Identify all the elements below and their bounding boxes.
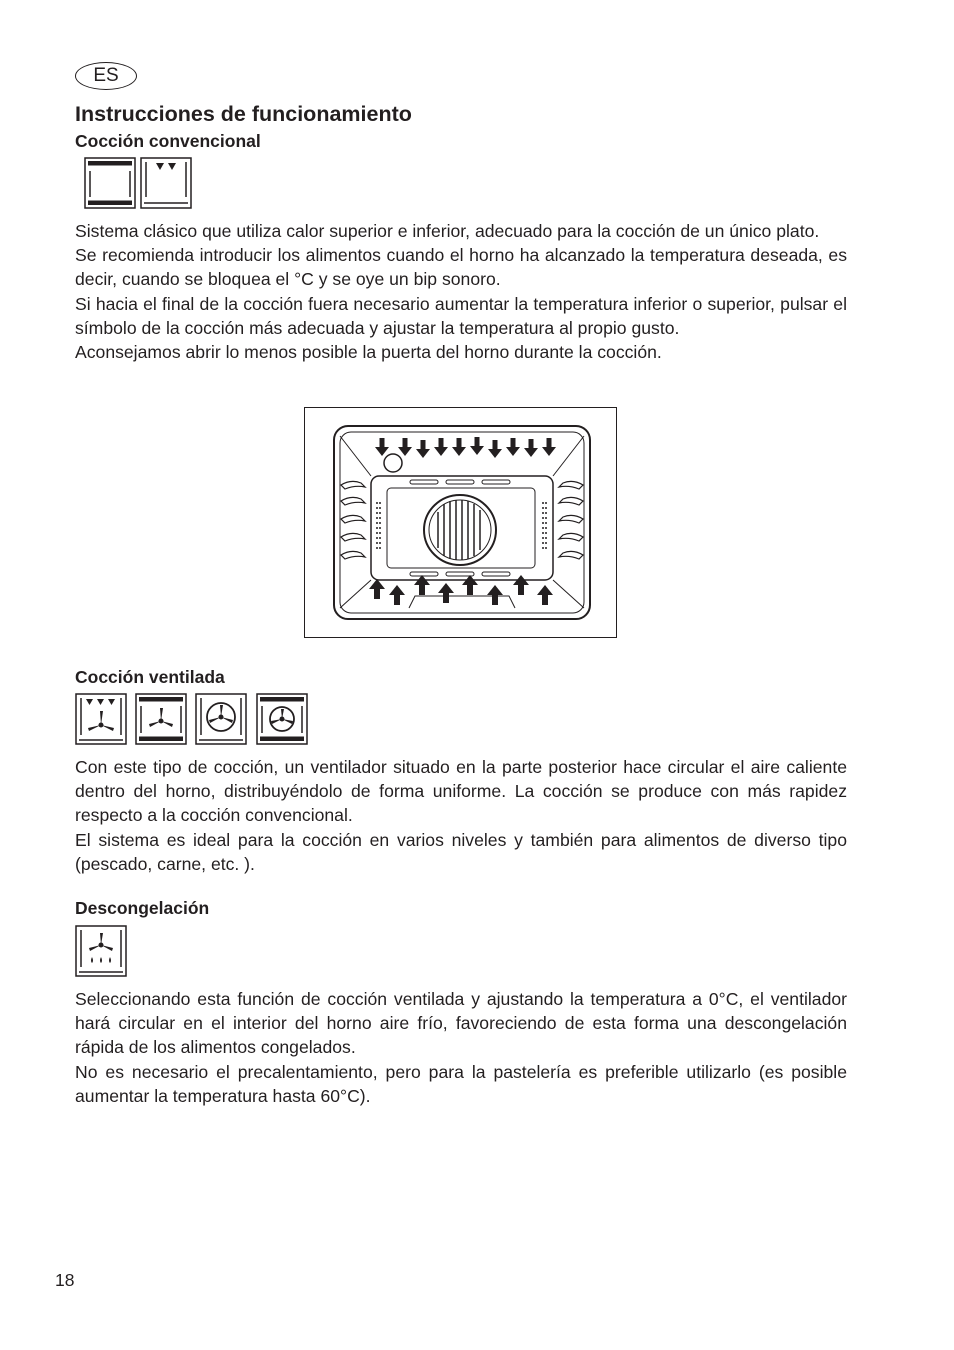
fan-top-bottom-icon: [135, 693, 187, 745]
oven-heat-flow-illustration: [304, 407, 617, 638]
ventilated-paragraph-1: Con este tipo de cocción, un ventilador situado en la parte posterior hace circular el aire caliente dentro del horno, distribuyéndolo de forma uniforme. La cocción se produce con más rapidez respecto a la cocción convencional.: [75, 757, 847, 826]
defrost-paragraph-1: Seleccionando esta función de cocción ventilada y ajustando la temperatura a 0°C, el ventilador hará circular en el interior del horno aire frío, favoreciendo de esta forma una descongelación rápida de los alimentos congelados.: [75, 989, 847, 1058]
section-heading-defrost: Descongelación: [75, 898, 210, 918]
conventional-paragraph-2: Se recomienda introducir los alimentos cuando el horno ha alcanzado la temperatura deseada, es decir, cuando se bloquea el °C y se oye un bip sonoro.: [75, 245, 847, 290]
page-number: 18: [55, 1270, 75, 1290]
section-heading-conventional: Cocción convencional: [75, 131, 261, 151]
page-title: Instrucciones de funcionamiento: [75, 102, 412, 126]
ventilated-text: [75, 755, 847, 876]
fan-circular-top-bottom-icon: [256, 693, 308, 745]
oven-top-bottom-heat-icon: [84, 157, 136, 209]
conventional-paragraph-1: Sistema clásico que utiliza calor superior e inferior, adecuado para la cocción de un único plato.: [75, 221, 820, 241]
conventional-paragraph-3: Si hacia el final de la cocción fuera necesario aumentar la temperatura inferior o superior, pulsar el símbolo de la cocción más adecuada y ajustar la temperatura al propio gusto.: [75, 293, 847, 338]
fan-circular-icon: [195, 693, 247, 745]
oven-top-grill-icon: [140, 157, 192, 209]
conventional-text: [75, 219, 847, 364]
language-badge: ES: [75, 62, 137, 90]
defrost-text: [75, 987, 847, 1108]
defrost-fan-icon: [75, 925, 127, 977]
defrost-paragraph-2: No es necesario el precalentamiento, pero para la pastelería es preferible utilizarlo (es posible aumentar la temperatura hasta 60°C).: [75, 1061, 847, 1106]
section-heading-ventilated: Cocción ventilada: [75, 667, 225, 687]
fan-grill-icon: [75, 693, 127, 745]
conventional-paragraph-4: Aconsejamos abrir lo menos posible la puerta del horno durante la cocción.: [75, 342, 662, 363]
ventilated-paragraph-2: El sistema es ideal para la cocción en varios niveles y también para alimentos de diverso tipo (pescado, carne, etc. ).: [75, 829, 847, 874]
